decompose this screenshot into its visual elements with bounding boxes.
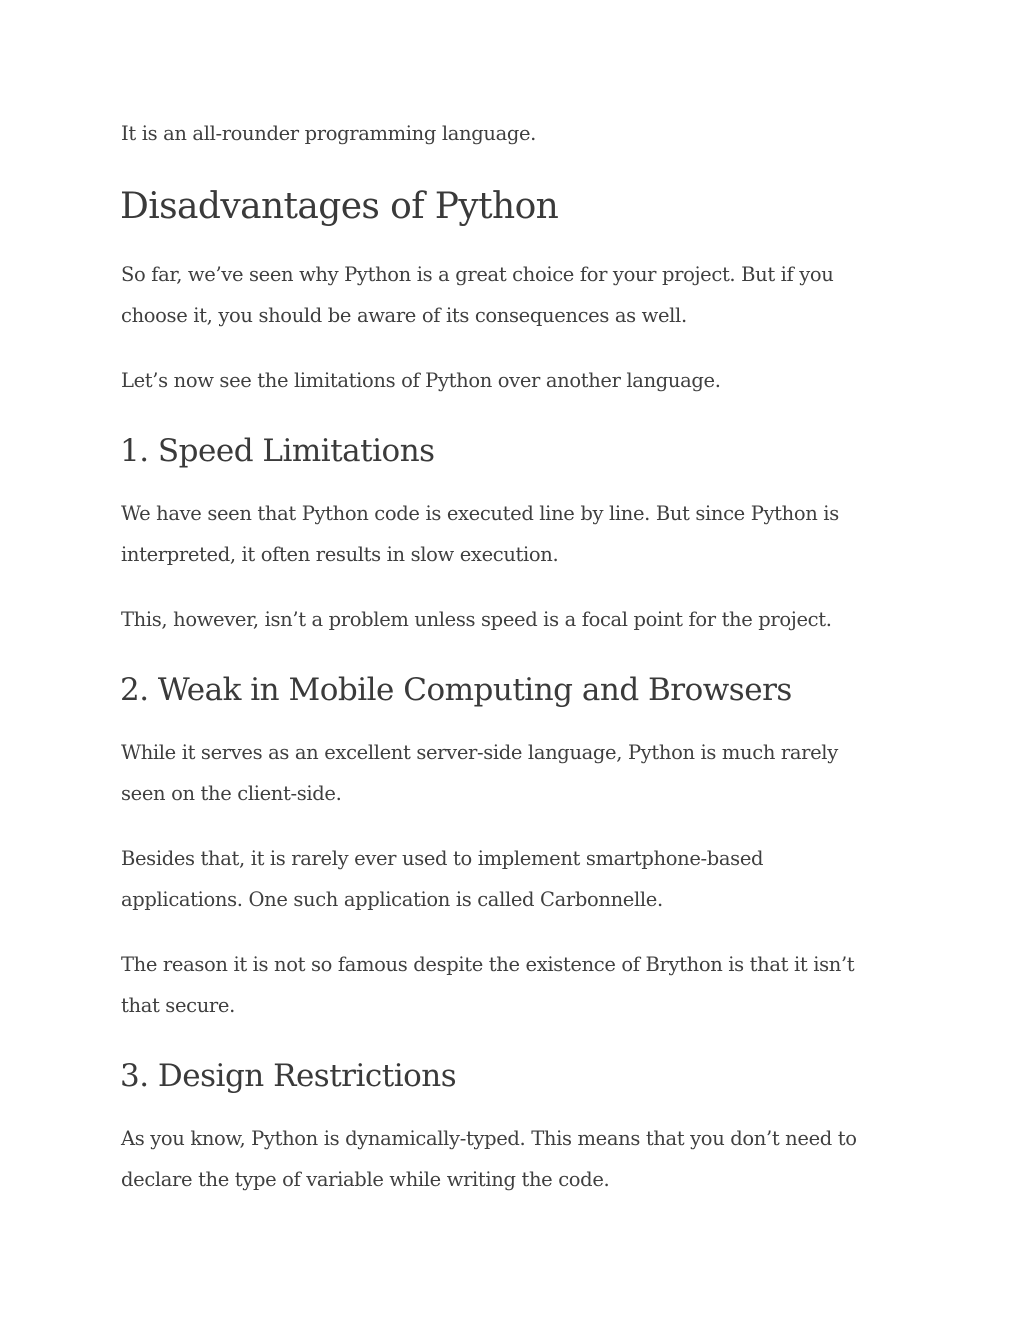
text-line: Besides that, it is rarely ever used to implement smartphone-based	[121, 847, 764, 870]
text-line: So far, we’ve seen why Python is a great choice for your project. But if you	[121, 263, 834, 286]
paragraph	[121, 732, 911, 814]
paragraph	[121, 493, 911, 575]
section-heading-design: 3. Design Restrictions	[120, 1058, 457, 1094]
text-line: choose it, you should be aware of its consequences as well.	[121, 304, 687, 327]
text-line: As you know, Python is dynamically-typed. This means that you don’t need to	[121, 1127, 857, 1150]
text-line: seen on the client-side.	[121, 782, 342, 805]
text-line: It is an all-rounder programming language.	[121, 122, 537, 145]
text-line: We have seen that Python code is executed line by line. But since Python is	[121, 502, 839, 525]
text-line: This, however, isn’t a problem unless speed is a focal point for the project.	[121, 608, 832, 631]
text-line: declare the type of variable while writing the code.	[121, 1168, 610, 1191]
paragraph	[121, 838, 911, 920]
paragraph	[121, 944, 911, 1026]
text-line: interpreted, it often results in slow execution.	[121, 543, 559, 566]
text-line: Let’s now see the limitations of Python over another language.	[121, 369, 721, 392]
intro-line	[121, 113, 911, 154]
paragraph	[121, 1118, 911, 1200]
section-heading-speed: 1. Speed Limitations	[120, 433, 435, 469]
text-line: that secure.	[121, 994, 235, 1017]
text-line: The reason it is not so famous despite the existence of Brython is that it isn’t	[121, 953, 855, 976]
text-line: applications. One such application is called Carbonnelle.	[121, 888, 663, 911]
page-title: Disadvantages of Python	[120, 186, 559, 227]
section-heading-mobile: 2. Weak in Mobile Computing and Browsers	[120, 672, 792, 708]
paragraph	[121, 360, 911, 401]
paragraph	[121, 599, 911, 640]
text-line: While it serves as an excellent server-side language, Python is much rarely	[121, 741, 838, 764]
paragraph	[121, 254, 911, 336]
